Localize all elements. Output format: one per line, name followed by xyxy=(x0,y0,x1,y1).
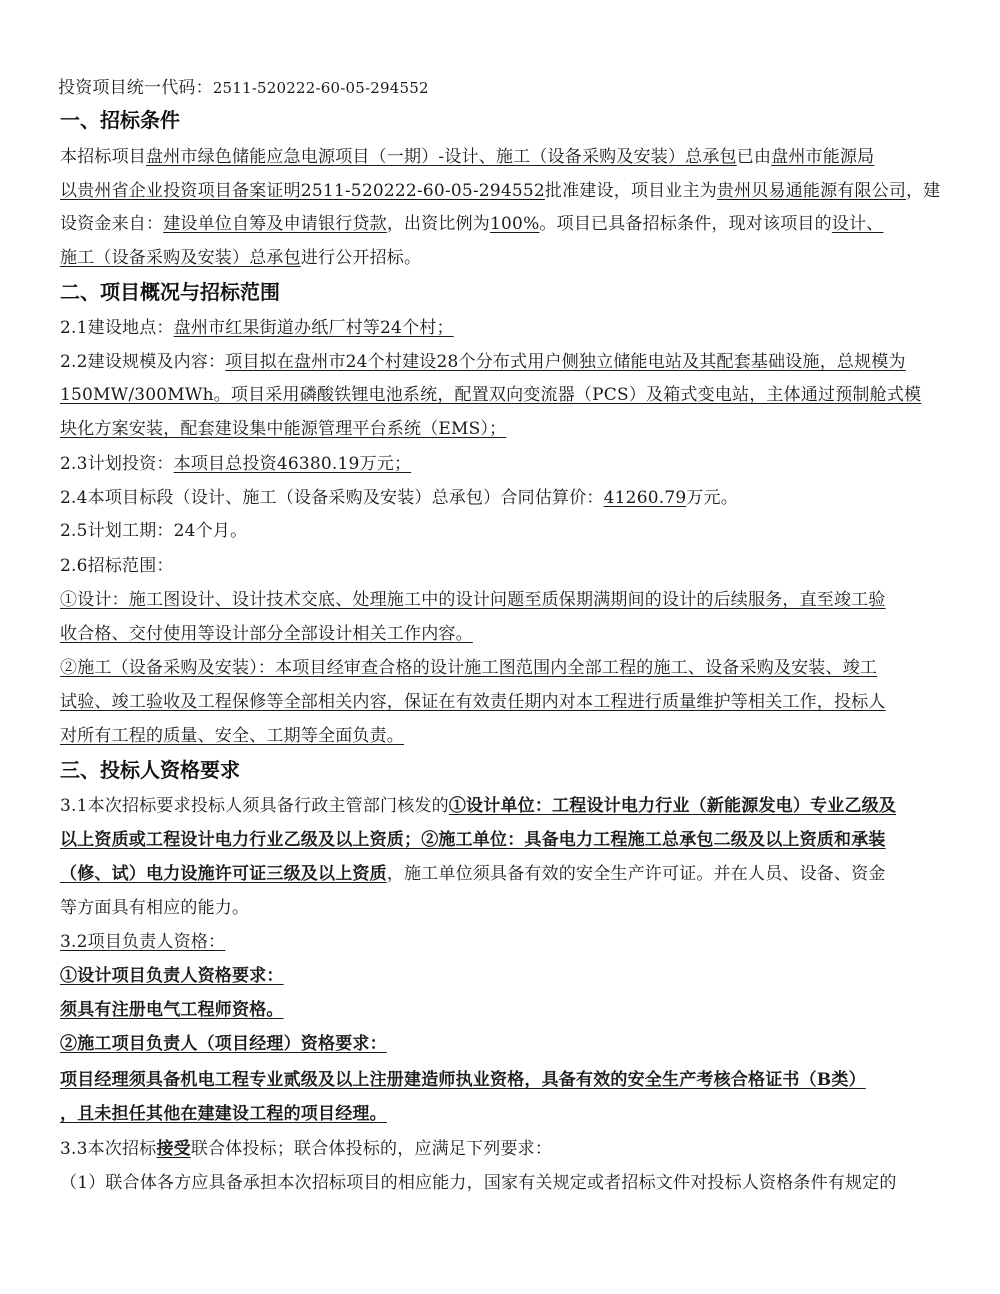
project-code-line xyxy=(58,76,1000,100)
paragraph-line: ①设计：施工图设计、设计技术交底、处理施工中的设计问题至质保期满期间的设计的后续服务，直至竣工验 xyxy=(60,590,886,610)
project-owner: 贵州贝易通能源有限公司 xyxy=(716,181,907,201)
paragraph-line: 施工（设备采购及安装）总承包进行公开招标。 xyxy=(60,248,422,268)
project-code-label: 投资项目统一代码： xyxy=(58,78,213,98)
construction-location-line: 2.1建设地点：盘州市红果街道办纸厂村等24个村； xyxy=(60,318,454,338)
bidding-scope-name: 施工（设备采购及安装）总承包 xyxy=(60,248,301,268)
qualification-line: 3.1本次招标要求投标人须具备行政主管部门核发的①设计单位：工程设计电力行业（新能源发电）专业乙级及 xyxy=(60,796,897,816)
paragraph-line: 试验、竣工验收及工程保修等全部相关内容，保证在有效责任期内对本工程进行质量维护等相关工作，投标人 xyxy=(60,692,886,712)
paragraph-line: 块化方案安装，配套建设集中能源管理平台系统（EMS）； xyxy=(60,419,507,439)
design-leader-heading: ①设计项目负责人资格要求： xyxy=(60,966,284,986)
funding-ratio: 100% xyxy=(490,214,540,234)
consortium-line: 3.3本次招标接受联合体投标；联合体投标的，应满足下列要求： xyxy=(60,1139,553,1159)
construction-leader-requirement: 项目经理须具备机电工程专业贰级及以上注册建造师执业资格，具备有效的安全生产考核合格证书（B类） xyxy=(60,1070,866,1090)
planned-duration-line: 2.5计划工期：24个月。 xyxy=(60,521,248,541)
funding-source: 建设单位自筹及申请银行贷款 xyxy=(163,214,387,234)
paragraph-line: 150MW/300MWh。项目采用磷酸铁锂电池系统，配置双向变流器（PCS）及箱式变电站，主体通过预制舱式模 xyxy=(60,385,922,405)
filing-certificate: 以贵州省企业投资项目备案证明2511-520222-60-05-294552 xyxy=(60,181,545,201)
approving-authority: 盘州市能源局 xyxy=(771,147,875,167)
project-leader-heading: 3.2项目负责人资格： xyxy=(60,932,226,952)
project-name: 盘州市绿色储能应急电源项目（一期）-设计、施工（设备采购及安装）总承包 xyxy=(146,147,737,167)
bidding-scope-heading: 2.6招标范围： xyxy=(60,556,174,576)
construction-scale-line: 2.2建设规模及内容：项目拟在盘州市24个村建设28个分布式用户侧独立储能电站及其配套基础设施，总规模为 xyxy=(60,352,906,372)
section-heading-bidder-qualifications: 三、投标人资格要求 xyxy=(60,758,240,782)
project-code-value: 2511-520222-60-05-294552 xyxy=(212,79,429,97)
paragraph-line: 设资金来自：建设单位自筹及申请银行贷款，出资比例为100%。项目已具备招标条件，现对该项目的设计、 xyxy=(60,214,884,234)
paragraph-line: 等方面具有相应的能力。 xyxy=(60,898,250,918)
paragraph-line: 对所有工程的质量、安全、工期等全面负责。 xyxy=(60,726,404,746)
paragraph-line: 本招标项目盘州市绿色储能应急电源项目（一期）-设计、施工（设备采购及安装）总承包已由盘州市能源局 xyxy=(60,147,875,167)
section-heading-project-overview: 二、项目概况与招标范围 xyxy=(60,280,280,304)
contract-estimate-value: 41260.79 xyxy=(603,488,687,508)
design-leader-requirement: 须具有注册电气工程师资格。 xyxy=(60,1000,284,1020)
construction-leader-heading: ②施工项目负责人（项目经理）资格要求： xyxy=(60,1034,387,1054)
qualification-line: （修、试）电力设施许可证三级及以上资质，施工单位须具备有效的安全生产许可证。并在人员、设备、资金 xyxy=(60,864,886,884)
paragraph-line: 收合格、交付使用等设计部分全部设计相关工作内容。 xyxy=(60,624,473,644)
section-heading-bidding-conditions: 一、招标条件 xyxy=(60,108,180,132)
paragraph-line: 以贵州省企业投资项目备案证明2511-520222-60-05-294552批准建设，项目业主为贵州贝易通能源有限公司，建 xyxy=(60,181,941,201)
qualification-line: 以上资质或工程设计电力行业乙级及以上资质；②施工单位：具备电力工程施工总承包二级及以上资质和承装 xyxy=(60,830,886,850)
contract-estimate-line: 2.4本项目标段（设计、施工（设备采购及安装）总承包）合同估算价：41260.79万元。 xyxy=(60,488,738,508)
consortium-accepted: 接受 xyxy=(156,1139,191,1159)
paragraph-line: ②施工（设备采购及安装）：本项目经审查合格的设计施工图范围内全部工程的施工、设备采购及安装、竣工 xyxy=(60,658,878,678)
construction-leader-requirement: ，且未担任其他在建建设工程的项目经理。 xyxy=(60,1104,387,1124)
consortium-requirement-line: （1）联合体各方应具备承担本次招标项目的相应能力，国家有关规定或者招标文件对投标人资格条件有规定的 xyxy=(60,1173,897,1193)
planned-investment-line: 2.3计划投资：本项目总投资46380.19万元； xyxy=(60,454,412,474)
